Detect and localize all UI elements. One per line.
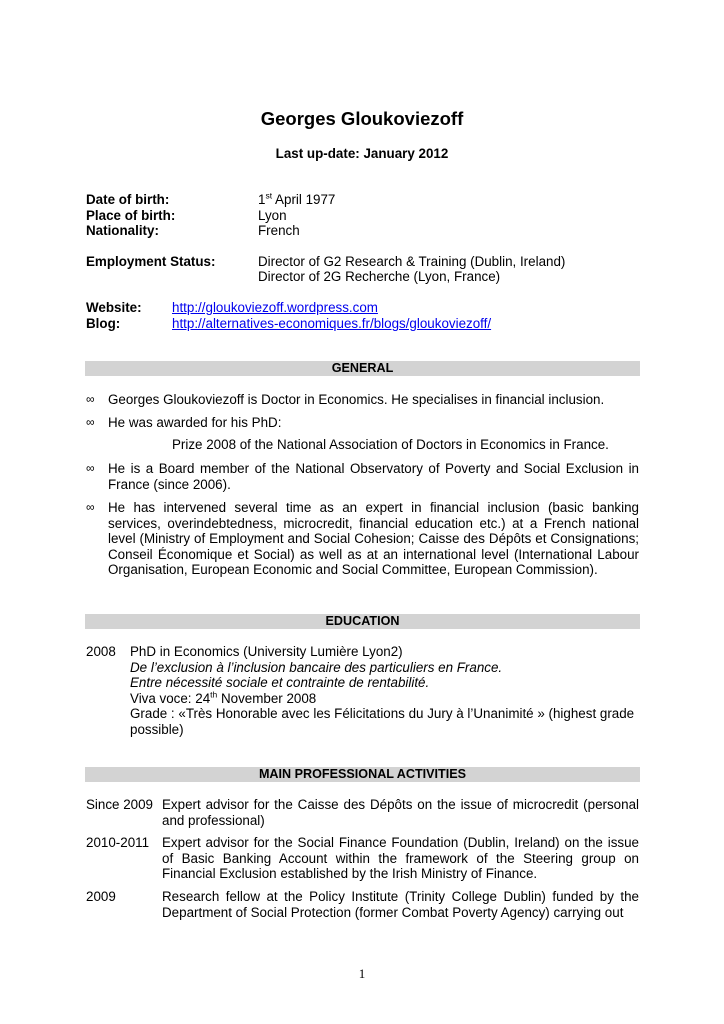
activity-text: Expert advisor for the Caisse des Dépôts on the issue of microcredit (personal and professional) <box>162 797 639 828</box>
nationality-label: Nationality: <box>86 223 159 238</box>
dob-label: Date of birth: <box>86 192 170 207</box>
general-item-3: He is a Board member of the National Observatory of Poverty and Social Exclusion in France (since 2006). <box>108 461 639 492</box>
document-title: Georges Gloukoviezoff <box>260 108 464 129</box>
nationality-value: French <box>258 223 300 238</box>
dob-value: 1st April 1977 <box>258 190 336 207</box>
thesis-title-line-2: Entre nécessité sociale et contrainte de rentabilité. <box>130 675 430 691</box>
pob-value: Lyon <box>258 208 287 223</box>
activity-text: Expert advisor for the Social Finance Foundation (Dublin, Ireland) on the issue of Basic Banking Account within the framework of the Steering group on Financial Exclusion established by the Irish Ministry of Finance. <box>162 835 639 882</box>
section-heading-education: EDUCATION <box>85 614 640 629</box>
general-item-4: He has intervened several time as an expert in financial inclusion (basic banking services, overindebtedness, microcredit, financial education etc.) at a French national level (Ministry of Employment and Social Cohesion; Caisse des Dépôts et Consignations; Conseil Économique et Social) as well as at an international level (International Labour Organisation, European Economic and Social Committee, European Commission). <box>108 500 639 578</box>
activity-year: Since 2009 <box>86 797 154 812</box>
website-label: Website: <box>86 300 142 315</box>
section-heading-general: GENERAL <box>85 361 640 376</box>
general-item-1: Georges Gloukoviezoff is Doctor in Economics. He specialises in financial inclusion. <box>108 392 605 407</box>
bullet-icon: ∞ <box>86 392 95 406</box>
grade: Grade : «Très Honorable avec les Félicitations du Jury à l’Unanimité » (highest grade possible) <box>130 706 635 737</box>
bullet-icon: ∞ <box>86 500 95 514</box>
employment-line-2: Director of 2G Recherche (Lyon, France) <box>258 269 501 284</box>
prize-text: Prize 2008 of the National Association of Doctors in Economics in France. <box>172 437 609 452</box>
activity-year: 2010-2011 <box>86 835 150 850</box>
website-link[interactable]: http://gloukoviezoff.wordpress.com <box>172 300 378 315</box>
blog-label: Blog: <box>86 316 121 331</box>
thesis-title-line-1: De l’exclusion à l’inclusion bancaire des particuliers en France. <box>130 659 503 675</box>
section-heading-activities: MAIN PROFESSIONAL ACTIVITIES <box>85 767 640 782</box>
education-details <box>130 644 640 738</box>
activity-year: 2009 <box>86 889 116 904</box>
employment-label: Employment Status: <box>86 254 216 269</box>
degree: PhD in Economics (University Lumière Lyon2) <box>130 644 403 659</box>
viva-voce: Viva voce: 24th November 2008 <box>130 689 317 706</box>
activity-text: Research fellow at the Policy Institute (Trinity College Dublin) funded by the Department of Social Protection (former Combat Poverty Agency) carrying out <box>162 889 639 920</box>
education-year: 2008 <box>86 644 116 659</box>
general-item-2: He was awarded for his PhD: <box>108 415 282 430</box>
bullet-icon: ∞ <box>86 415 95 429</box>
bullet-icon: ∞ <box>86 461 95 475</box>
pob-label: Place of birth: <box>86 208 176 223</box>
last-update: Last up-date: January 2012 <box>275 146 449 161</box>
employment-line-1: Director of G2 Research & Training (Dublin, Ireland) <box>258 254 566 269</box>
page-number: 1 <box>358 966 366 981</box>
blog-link[interactable]: http://alternatives-economiques.fr/blogs/gloukoviezoff/ <box>172 316 492 331</box>
